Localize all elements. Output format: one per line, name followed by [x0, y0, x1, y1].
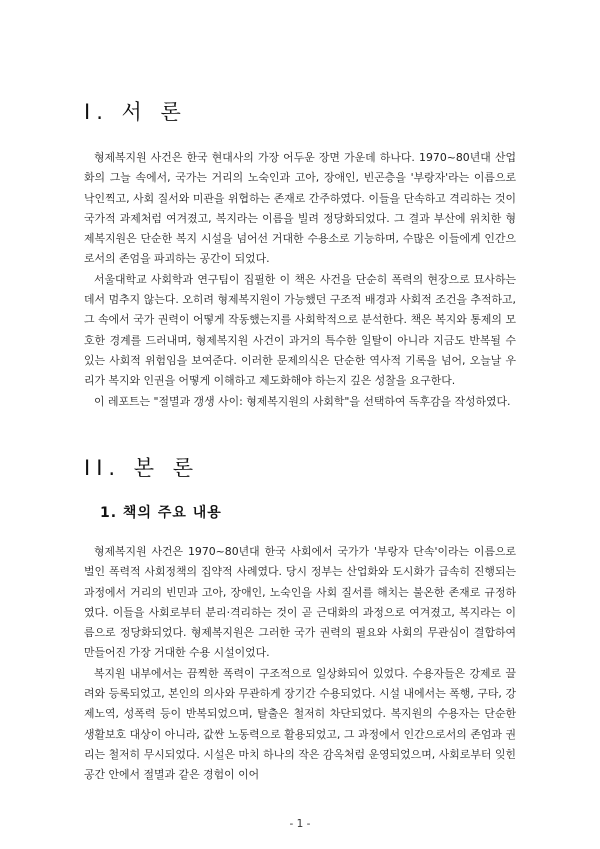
section-heading-introduction: I. 서 론	[84, 100, 187, 124]
page-number: - 1 -	[289, 818, 311, 830]
paragraph: 이 레포트는 "절멸과 갱생 사이: 형제복지원의 사회학"을 선택하여 독후감을 작성하였다.	[94, 394, 511, 408]
paragraph: 복지원 내부에서는 끔찍한 폭력이 구조적으로 일상화되어 있었다. 수용자들은 강제로 끌려와 등록되었고, 본인의 의사와 무관하게 장기간 수용되었다. 시설 내에서는 폭행, 구타, 강제노역, 성폭력 등이 반복되었으며, 탈출은 철저히 차단되었다. 복지원의 수용자는 단순한 생활보호 대상이 아니라, 값싼 노동력으로 활용되었고, 그 과정에서 인간으로서의 존엄과 권리는 철저히 무시되었다. 시설은 마치 하나의 작은 감옥처럼 운영되었으며, 사회로부터 잊힌 공간 안에서 절멸과 같은 경험이 이어	[84, 666, 516, 782]
paragraph: 형제복지원 사건은 한국 현대사의 가장 어두운 장면 가운데 하나다. 1970~80년대 산업화의 그늘 속에서, 국가는 거리의 노숙인과 고아, 장애인, 빈곤층을 '부랑자'라는 이름으로 낙인찍고, 사회 질서와 미관을 위협하는 존재로 간주하였다. 이들을 단속하고 격리하는 것이 국가적 과제처럼 여겨졌고, 복지라는 이름을 빌려 정당화되었다. 그 결과 부산에 위치한 형제복지원은 단순한 복지 시설을 넘어선 거대한 수용소로 기능하며, 수많은 이들에게 인간으로서의 존엄을 파괴하는 공간이 되었다.	[84, 151, 516, 266]
paragraph: 서울대학교 사회학과 연구팀이 집필한 이 책은 사건을 단순히 폭력의 현장으로 묘사하는 데서 멈추지 않는다. 오히려 형제복지원이 가능했던 구조적 배경과 사회적 조건을 추적하고, 그 속에서 국가 권력이 어떻게 작동했는지를 사회학적으로 분석한다. 책은 복지와 통제의 모호한 경계를 드러내며, 형제복지원 사건이 과거의 특수한 일탈이 아니라 지금도 반복될 수 있는 사회적 위험임을 보여준다. 이러한 문제의식은 단순한 역사적 기록을 넘어, 오늘날 우리가 복지와 인권을 어떻게 이해하고 제도화해야 하는지 깊은 성찰을 요구한다.	[84, 272, 516, 388]
introduction-body	[84, 148, 516, 412]
paragraph: 형제복지원 사건은 1970~80년대 한국 사회에서 국가가 '부랑자 단속'이라는 이름으로 벌인 폭력적 사회정책의 집약적 사례였다. 당시 정부는 산업화와 도시화가 급속히 진행되는 과정에서 거리의 빈민과 고아, 장애인, 노숙인을 사회 질서를 해치는 불온한 존재로 규정하였다. 이들을 사회로부터 분리·격리하는 것이 곧 근대화의 과정으로 여겨졌고, 복지라는 이름으로 정당화되었다. 형제복지원은 그러한 국가 권력의 필요와 사회의 무관심이 결합하여 만들어진 가장 거대한 수용 시설이었다.	[84, 545, 516, 660]
subsection-heading-main-content: 1. 책의 주요 내용	[100, 505, 222, 521]
main-content-body	[84, 542, 516, 786]
section-heading-body: II. 본 론	[84, 456, 199, 480]
